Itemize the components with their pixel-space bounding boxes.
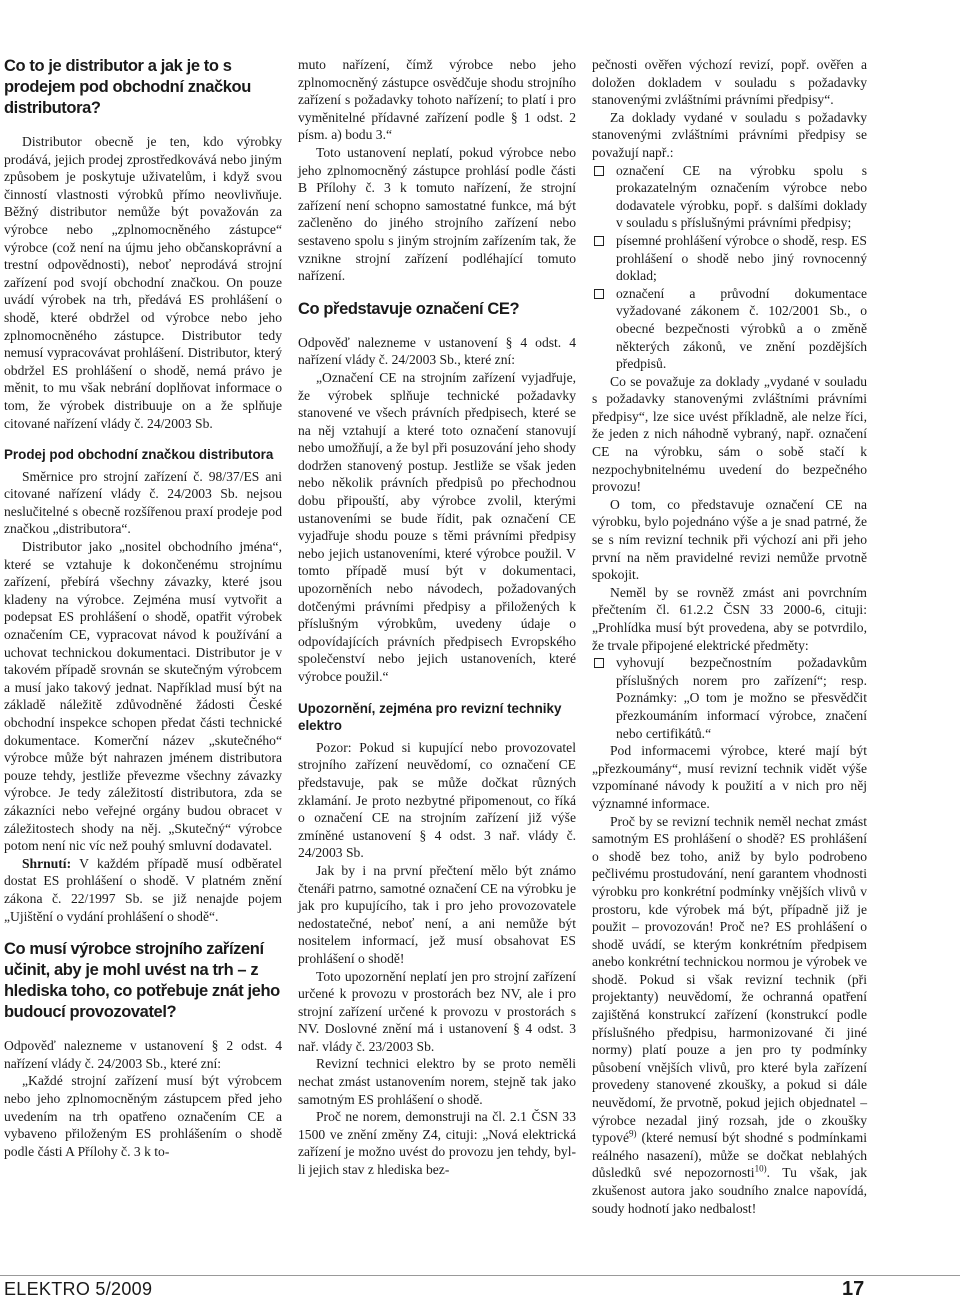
paragraph: Pod informacemi výrobce, které mají být „přezkoumány“, musí revizní technik vidět výše vzpomínané návody k použití a v nich pro něj významné informace.	[592, 743, 867, 811]
footer-divider	[0, 1275, 960, 1276]
paragraph: Revizní technici elektro by se proto neměli nechat zmást ustanovením norem, stejně tak jako samotným ES prohlášení o shodě.	[298, 1056, 576, 1107]
quote-paragraph: „Každé strojní zařízení musí být výrobcem nebo jeho zplnomocněným zástupcem před jeho uvedením na trh opatřeno označením CE a vybaveno přiloženým ES prohlášením o shodě podle části A Přílohy č. 3 k to-	[4, 1073, 282, 1159]
question-heading-distributor: Co to je distributor a jak je to s prodejem pod obchodní značkou distributora?	[4, 57, 251, 117]
paragraph: Co se považuje za doklady „vydané v souladu s požadavky stanovenými zvláštními právními předpisy“, lze sice uvést příkladně, ale nelze říci, že jeden z nich náhodně vybraný, např. označení CE na výrobku, sám o sobě stačí k nezpochybnitelnému uvedení do bezpečného provozu!	[592, 373, 867, 495]
subheading-brand-sale: Prodej pod obchodní značkou distributora	[4, 447, 274, 463]
paragraph: Neměl by se rovněž zmást ani povrchním přečtením čl. 61.2.2 ČSN 33 2000-6, cituji: „Prohlídka musí být provedena, aby se potvrdilo, že trvale připojené elektrické předměty:	[592, 584, 867, 653]
checkbox-square-icon	[594, 166, 604, 176]
footnote-ref: 9)	[629, 1128, 637, 1139]
paragraph: Proč ne norem, demonstruji na čl. 2.1 ČSN 33 1500 ve znění změny Z4, cituji: „Nová elektrická zařízení je možno uvést do provozu jen tehdy, byl-li jejich stav z hlediska bez-	[298, 1109, 576, 1178]
footnote-ref: 10)	[754, 1163, 767, 1174]
checkbox-square-icon	[594, 289, 604, 299]
paragraph: Distributor obecně je ten, kdo výrobky prodává, jejich prodej zprostředkovává nebo jiným způsobem je poskytuje uživatelům, i když svou činností vlastnosti výrobků přímo neovlivňuje. Běžný distributor nemůže být považován za výrobce nebo „zplnomocněného zástupce“ výrobce (což není na újmu jeho občanskoprávní a trestní odpovědnosti), neboť neprodává strojní zařízení pod svojí obchodní značkou. On pouze uvádí výrobek na trh, předává ES prohlášení o shodě, které obdržel od výrobce nebo jeho zplnomocněného zástupce. Distributor tedy nemusí vypracovávat prohlášení. Distributor, který obdržel ES prohlášení o shodě, nemá právo je měnit, to mu však nebrání doplňovat informace o tom, že výrobek distribuuje on a že splňuje citované nařízení vlády č. 24/2003 Sb.	[4, 134, 282, 431]
paragraph: Směrnice pro strojní zařízení č. 98/37/ES ani citované nařízení vlády č. 24/2003 Sb. nejsou neslučitelné s obecně rozšířenou praxí prodeje pod značkou „distributora“.	[4, 468, 282, 537]
paragraph: Toto upozornění neplatí jen pro strojní zařízení určené k provozu v prostorách bez NV, ale i pro strojní zařízení určené k provozu v prostorách s NV. Doslovné znění má i ustanovení § 4 odst. 3 nař. vlády č. 23/2003 Sb.	[298, 968, 576, 1054]
paragraph: Proč by se revizní technik neměl nechat zmást samotným ES prohlášení o shodě? ES prohlášení o shodě bez toho, aniž by bylo podrobeno pečlivému prostudování, není garantem vhodnosti výrobku pro konkrétní podmínky vnějších vlivů v prostoru, kde výrobek má být, případně již je použit – provozován! Proč ne? ES prohlášení o shodě uvádí, se kterým konkrétním předpisem anebo konkrétní technickou normou je výrobek ve shodě. Pokud si však revizní technik (při projektanty) neuvědomí, že ochranná opatření zajištěná konstrukcí zařízení (konstrukcí podle příslušného předpisu, harmonizované či jiné normy) platí pouze a jen pro ty podmínky působení vnějších vlivů, pro které byla zařízení provedeny stanovené zkoušky, a pokud si dále neuvědomí, že prvotně, pokud jejich objednatel – výrobce nezadal jiný rozsah, jde o zkoušky typové$^{9)}$ (které nemusí být shodné s podmínkami reálného nasazení), může se dočkat neblahých důsledků své nepozornosti$^{10)}$. Tu však, jak zkušenost autora jako soudního znalce napovídá, soudy hodnotí jako nedbalost!	[592, 813, 867, 1216]
paragraph: pečnosti ověřen výchozí revizí, popř. ověřen a doložen dokladem v souladu s požadavky stanovenými zvláštními právními předpisy“.	[592, 57, 867, 108]
page-number: 17	[842, 1278, 865, 1300]
summary-paragraph	[4, 855, 282, 925]
list-item: vyhovují bezpečnostním požadavkům příslušných norem pro zařízení“; resp. Poznámky: „O tom je možno se přesvědčit přezkoumáním informací výrobce, značení nebo certifikátů.“	[592, 654, 867, 742]
paragraph: Odpověď nalezneme v ustanovení § 2 odst. 4 nařízení vlády č. 24/2003 Sb., které zní:	[4, 1038, 282, 1071]
paragraph: Toto ustanovení neplatí, pokud výrobce nebo jeho zplnomocněný zástupce prohlásí podle části B Přílohy č. 3 k tomuto nařízení, že strojní zařízení není schopno samostatné funkce, má být začleněno do jiného strojního zařízení nebo sestaveno spolu s jiným strojním zařízením tak, že vznikne strojní zařízení podléhající tomuto nařízení.	[298, 144, 576, 284]
paragraph: Distributor jako „nositel obchodního jména“, které se vztahuje k dokončenému strojnímu zařízení, přebírá všechny závazky, které jsou kladeny na výrobce. Zejména musí vytvořit a podepsat ES prohlášení o shodě, opatřit výrobek označením CE, vypracovat návod k používání a uchovat technickou dokumentaci. Distributor je v takovém případě srovnán se skutečným výrobcem a musí jako takový jednat. Například musí být na základě náležitě zdůvodněné žádosti České obchodní inspekce schopen předat části technické dokumentace. Komerční název „skutečného“ výrobce může být nahrazen jménem distributora pouze tehdy, jestliže převezme všechny závazky výrobce. Je tedy záležitostí distributora, zda se zákazníci nebo veřejné orgány budou obracet v záležitostech shody na něj. „Skutečný“ výrobce potom není nic víc než pouhý smluvní dodavatel.	[4, 539, 282, 854]
paragraph: Jak by i na první přečtení mělo být známo čtenáři patrno, samotné označení CE na výrobku je jak pro kupujícího, tak i pro jeho provozovatele nedostatečné, neboť není, a ani nemůže být nositelem informací, jež musí obsahovat ES prohlášení o shodě!	[298, 862, 576, 966]
paragraph: Pozor: Pokud si kupující nebo provozovatel strojního zařízení neuvědomí, co označení CE představuje, pak se může dočkat různých zklamání. Je proto nezbytné připomenout, co říká o označení CE na strojním zařízení již výše zmíněné ustanovení § 4 odst. 3 nař. vlády č. 24/2003 Sb.	[298, 739, 576, 861]
question-heading-ce-marking: Co představuje označení CE?	[298, 299, 520, 318]
quote-paragraph: „Označení CE na strojním zařízení vyjadřuje, že výrobek splňuje technické požadavky stanovené ve všech právních předpisech, které se na něj vztahují a které toto označení stanovují nebo umožňují, a že byl při posuzování jeho shody dodržen stanovený postup. Jestliže se však jeden nebo několik právních předpisů po přechodnou dobu připouští, aby výrobce zvolil, kterými ustanoveními se bude řídit, pak označení CE vyjadřuje shodu pouze s těmi právními předpisy nebo jejich ustanoveními, které výrobce použil. V tomto případě musí být v dokumentaci, upozorněních nebo návodech, požadovaných dotčenými právními předpisy a přiložených k příslušným výrobkům, uvedeny údaje o odpovídajících právních předpisech Evropského společenství nebo jejich ustanoveních, které výrobce použil.“	[298, 369, 576, 684]
question-heading-manufacturer: Co musí výrobce strojního zařízení učinit, aby je mohl uvést na trh – z hlediska toho, co potřebuje znát jeho budoucí provozovatel?	[4, 940, 280, 1022]
list-item: označení CE na výrobku spolu s prokazatelným označením výrobce nebo dodavatele výrobku, popř. s dalšími doklady v souladu s příslušnými právními předpisy;	[592, 162, 867, 232]
paragraph: O tom, co představuje označení CE na výrobku, bylo pojednáno výše a je snad patrné, že se s ním revizní technik při výchozí ani při jeho první na něm pravidelné revizi nemůže prvotně spokojit.	[592, 496, 867, 583]
magazine-issue: ELEKTRO 5/2009	[4, 1279, 153, 1299]
documents-list	[592, 162, 867, 373]
paragraph: Odpověď nalezneme v ustanovení § 4 odst. 4 nařízení vlády č. 24/2003 Sb., které zní:	[298, 334, 576, 368]
paragraph: muto nařízení, čímž výrobce nebo jeho zplnomocněný zástupce osvědčuje shodu strojního zařízení s požadavky tohoto nařízení; to platí i pro vyměnitelné přídavné zařízení podle § 1 odst. 2 písm. a) bodu 3.“	[298, 57, 576, 143]
summary-label: Shrnutí:	[22, 855, 72, 871]
list-item: písemné prohlášení výrobce o shodě, resp. ES prohlášení o shodě nebo jiný rovnocenný doklad;	[592, 232, 867, 285]
paragraph: Za doklady vydané v souladu s požadavky stanovenými zvláštními právními předpisy se považují např.:	[592, 109, 867, 160]
inspection-list	[592, 654, 867, 742]
column-3	[592, 56, 867, 1217]
subheading-warning: Upozornění, zejména pro revizní techniky elektro	[298, 700, 562, 734]
checkbox-square-icon	[594, 658, 604, 668]
checkbox-square-icon	[594, 236, 604, 246]
column-1	[4, 56, 282, 1160]
list-item: označení a průvodní dokumentace vyžadované zákonem č. 102/2001 Sb., o obecné bezpečnosti výrobků a o změně některých zákonů, ve znění pozdějších předpisů.	[592, 285, 867, 373]
column-2	[298, 56, 576, 1179]
summary-text: V každém případě musí odběratel dostat ES prohlášení o shodě. V platném znění zákona č. 22/1997 Sb. se již nenajde pojem „Ujištění o vydání prohlášení o shodě“.	[4, 855, 282, 924]
